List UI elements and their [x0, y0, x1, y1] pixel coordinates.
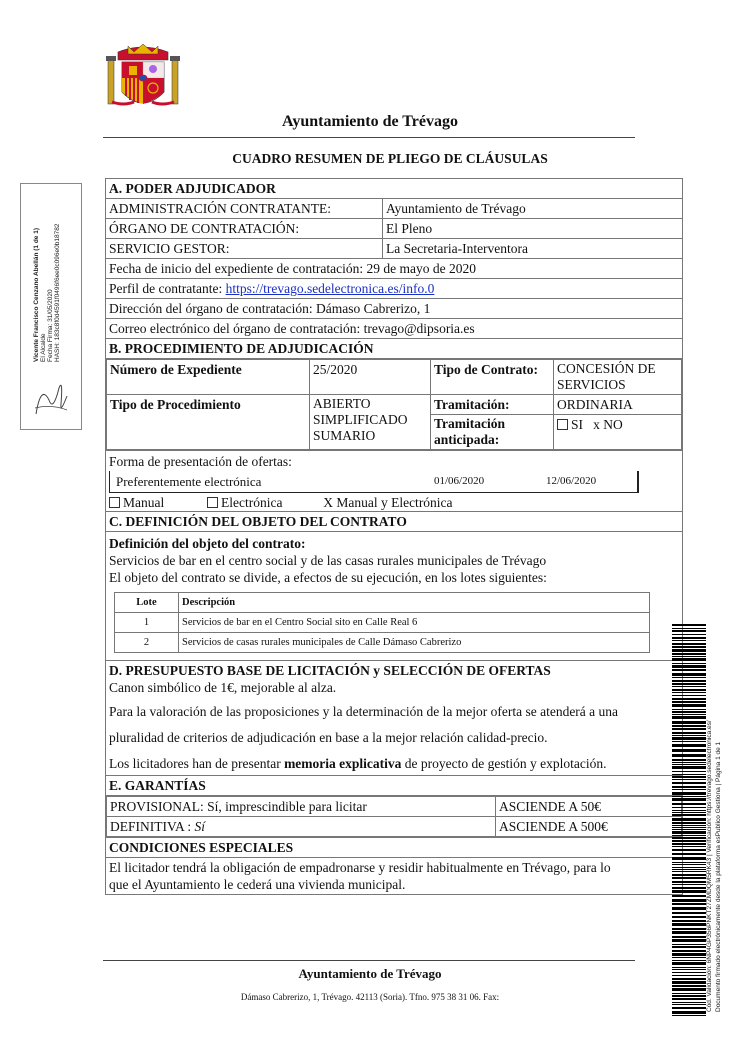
section-c-title: C. DEFINICIÓN DEL OBJETO DEL CONTRATO: [106, 512, 683, 532]
footer-divider: [103, 960, 635, 961]
document-title: CUADRO RESUMEN DE PLIEGO DE CLÁUSULAS: [232, 151, 548, 166]
garantias-cell: [106, 796, 683, 838]
lote-number: 2: [115, 633, 179, 653]
tramitacion-label: Tramitación:: [431, 395, 554, 415]
direccion-organo: Dirección del órgano de contratación: Dámaso Cabrerizo, 1: [106, 299, 683, 319]
header-divider: [103, 137, 635, 138]
fecha-inicio: Fecha de inicio del expediente de contratación: 29 de mayo de 2020: [106, 259, 683, 279]
tramitacion-anticipada-value: [554, 415, 682, 450]
fecha-inicio-plazo: 01/06/2020: [434, 475, 485, 487]
definicion-line2: El objeto del contrato se divide, a efectos de su ejecución, en los lotes siguientes:: [109, 570, 547, 585]
memoria-bold: memoria explicativa: [284, 756, 402, 771]
condiciones-title: CONDICIONES ESPECIALES: [106, 838, 683, 858]
lote-number: 1: [115, 613, 179, 633]
no-label: x NO: [593, 417, 623, 432]
forma-presentacion-value: Preferentemente electrónica: [116, 474, 262, 489]
presupuesto-cell: [106, 661, 683, 776]
garantias-table: [106, 796, 682, 837]
tram-ant-line2: anticipada:: [434, 432, 500, 447]
tramitacion-value: ORDINARIA: [554, 395, 682, 415]
definitiva-value: ASCIENDE A 500€: [496, 817, 682, 837]
memoria-text: [109, 755, 679, 772]
section-d-title: D. PRESUPUESTO BASE DE LICITACIÓN y SELECCIÓN DE OFERTAS: [109, 663, 551, 678]
definicion-line1: Servicios de bar en el centro social y de las casas rurales municipales de Trévago: [109, 553, 547, 568]
tipo-procedimiento-value: [310, 395, 431, 450]
signer-name: Vicente Francisco Cenzano Abellán (1 de 1): [33, 227, 40, 362]
lote-header: Lote: [115, 593, 179, 613]
num-expediente-label: Número de Expediente: [107, 360, 310, 395]
validation-code: Cód. Validación: 6NP4GP356PNKT27ZMDQM5RK43 | Verificación: https://trevago.sedelectronica.es/: [706, 720, 713, 1012]
tipo-proc-line2: SIMPLIFICADO: [313, 412, 408, 427]
coat-of-arms-icon: [104, 42, 182, 116]
valoracion-line1: Para la valoración de las proposiciones y la determinación de la mejor oferta se atenderá a una: [109, 704, 619, 719]
summary-table: [105, 178, 683, 895]
definitiva-label-text: DEFINITIVA :: [110, 819, 195, 834]
num-expediente-value: 25/2020: [310, 360, 431, 395]
procedimiento-table: [106, 359, 682, 450]
perfil-label: Perfil de contratante:: [109, 281, 226, 296]
lotes-table: [114, 592, 650, 653]
organo-label: ÓRGANO DE CONTRATACIÓN:: [106, 219, 383, 239]
electronica-label: Electrónica: [221, 495, 283, 510]
signature-box: [20, 183, 82, 430]
barcode-icon: [672, 624, 706, 1016]
provisional-value: ASCIENDE A 50€: [496, 797, 682, 817]
condiciones-text: [106, 858, 683, 895]
forma-presentacion-label: Forma de presentación de ofertas:: [109, 454, 292, 469]
footer-title: Ayuntamiento de Trévago: [298, 966, 442, 981]
tipo-contrato-line2: SERVICIOS: [557, 377, 626, 392]
table-row: [115, 613, 650, 633]
servicio-value: La Secretaria-Interventora: [383, 239, 683, 259]
admin-value: Ayuntamiento de Trévago: [383, 199, 683, 219]
section-e-title: E. GARANTÍAS: [106, 776, 683, 796]
lote-description: Servicios de bar en el Centro Social sito en Calle Real 6: [179, 613, 650, 633]
signature-date: Fecha Firma: 31/05/2020: [47, 289, 54, 362]
servicio-label: SERVICIO GESTOR:: [106, 239, 383, 259]
definicion-label: Definición del objeto del contrato:: [109, 536, 306, 551]
table-row: [115, 633, 650, 653]
validation-platform: Documento firmado electrónicamente desde la plataforma esPublico Gestiona | Página 1 de 1: [715, 741, 722, 1012]
forma-presentacion-cell: [106, 451, 683, 512]
section-a-title: A. PODER ADJUDICADOR: [106, 179, 683, 199]
presentacion-options: [109, 495, 679, 511]
objeto-cell: [106, 532, 683, 661]
tipo-contrato-label: Tipo de Contrato:: [431, 360, 554, 395]
correo-organo: Correo electrónico del órgano de contratación: trevago@dipsoria.es: [106, 319, 683, 339]
valoracion-line2: pluralidad de criterios de adjudicación en base a la mejor relación calidad-precio.: [109, 730, 548, 745]
footer-address: Dámaso Cabrerizo, 1, Trévago. 42113 (Soria). Tfno. 975 38 31 06. Fax:: [240, 992, 500, 1002]
memoria-pre: Los licitadores han de presentar: [109, 756, 285, 771]
electronica-checkbox[interactable]: [207, 497, 218, 508]
tram-ant-line1: Tramitación: [434, 416, 505, 431]
si-label: SI: [571, 417, 584, 432]
signer-role: El Alcalde: [40, 333, 47, 362]
tipo-contrato-line1: CONCESIÓN DE: [557, 361, 656, 376]
tipo-procedimiento-label: Tipo de Procedimiento: [107, 395, 310, 450]
mixta-label: X Manual y Electrónica: [323, 495, 453, 510]
memoria-post: de proyecto de gestión y explotación.: [401, 756, 607, 771]
procedimiento-cell: [106, 359, 683, 451]
forma-presentacion-box: [109, 471, 639, 493]
fecha-fin-plazo: 12/06/2020: [546, 475, 597, 487]
si-checkbox[interactable]: [557, 419, 568, 430]
canon-text: Canon simbólico de 1€, mejorable al alza.: [109, 680, 337, 695]
tipo-proc-line1: ABIERTO: [313, 396, 371, 411]
organo-value: El Pleno: [383, 219, 683, 239]
definitiva-label: [107, 817, 496, 837]
admin-label: ADMINISTRACIÓN CONTRATANTE:: [106, 199, 383, 219]
lote-description: Servicios de casas rurales municipales de Calle Dámaso Cabrerizo: [179, 633, 650, 653]
provisional-label: PROVISIONAL: Sí, imprescindible para licitar: [107, 797, 496, 817]
tipo-proc-line3: SUMARIO: [313, 428, 376, 443]
manual-checkbox[interactable]: [109, 497, 120, 508]
signature-scribble-icon: [31, 374, 71, 420]
tramitacion-anticipada-label: [431, 415, 554, 450]
condiciones-line2: que el Ayuntamiento le cederá una vivienda municipal.: [109, 877, 406, 892]
condiciones-line1: El licitador tendrá la obligación de empadronarse y residir habitualmente en Trévago, para lo: [109, 860, 611, 875]
tipo-contrato-value: [554, 360, 682, 395]
signature-hash: HASH: 183c8f0d4591f0496f6ee0c096e0b18782: [54, 223, 61, 362]
perfil-row: [106, 279, 683, 299]
header-title: Ayuntamiento de Trévago: [282, 113, 458, 130]
section-b-title: B. PROCEDIMIENTO DE ADJUDICACIÓN: [106, 339, 683, 359]
manual-label: Manual: [123, 495, 165, 510]
definitiva-label-si: Sí: [194, 819, 206, 834]
perfil-link[interactable]: https://trevago.sedelectronica.es/info.0: [225, 281, 435, 296]
descripcion-header: Descripción: [179, 593, 650, 613]
